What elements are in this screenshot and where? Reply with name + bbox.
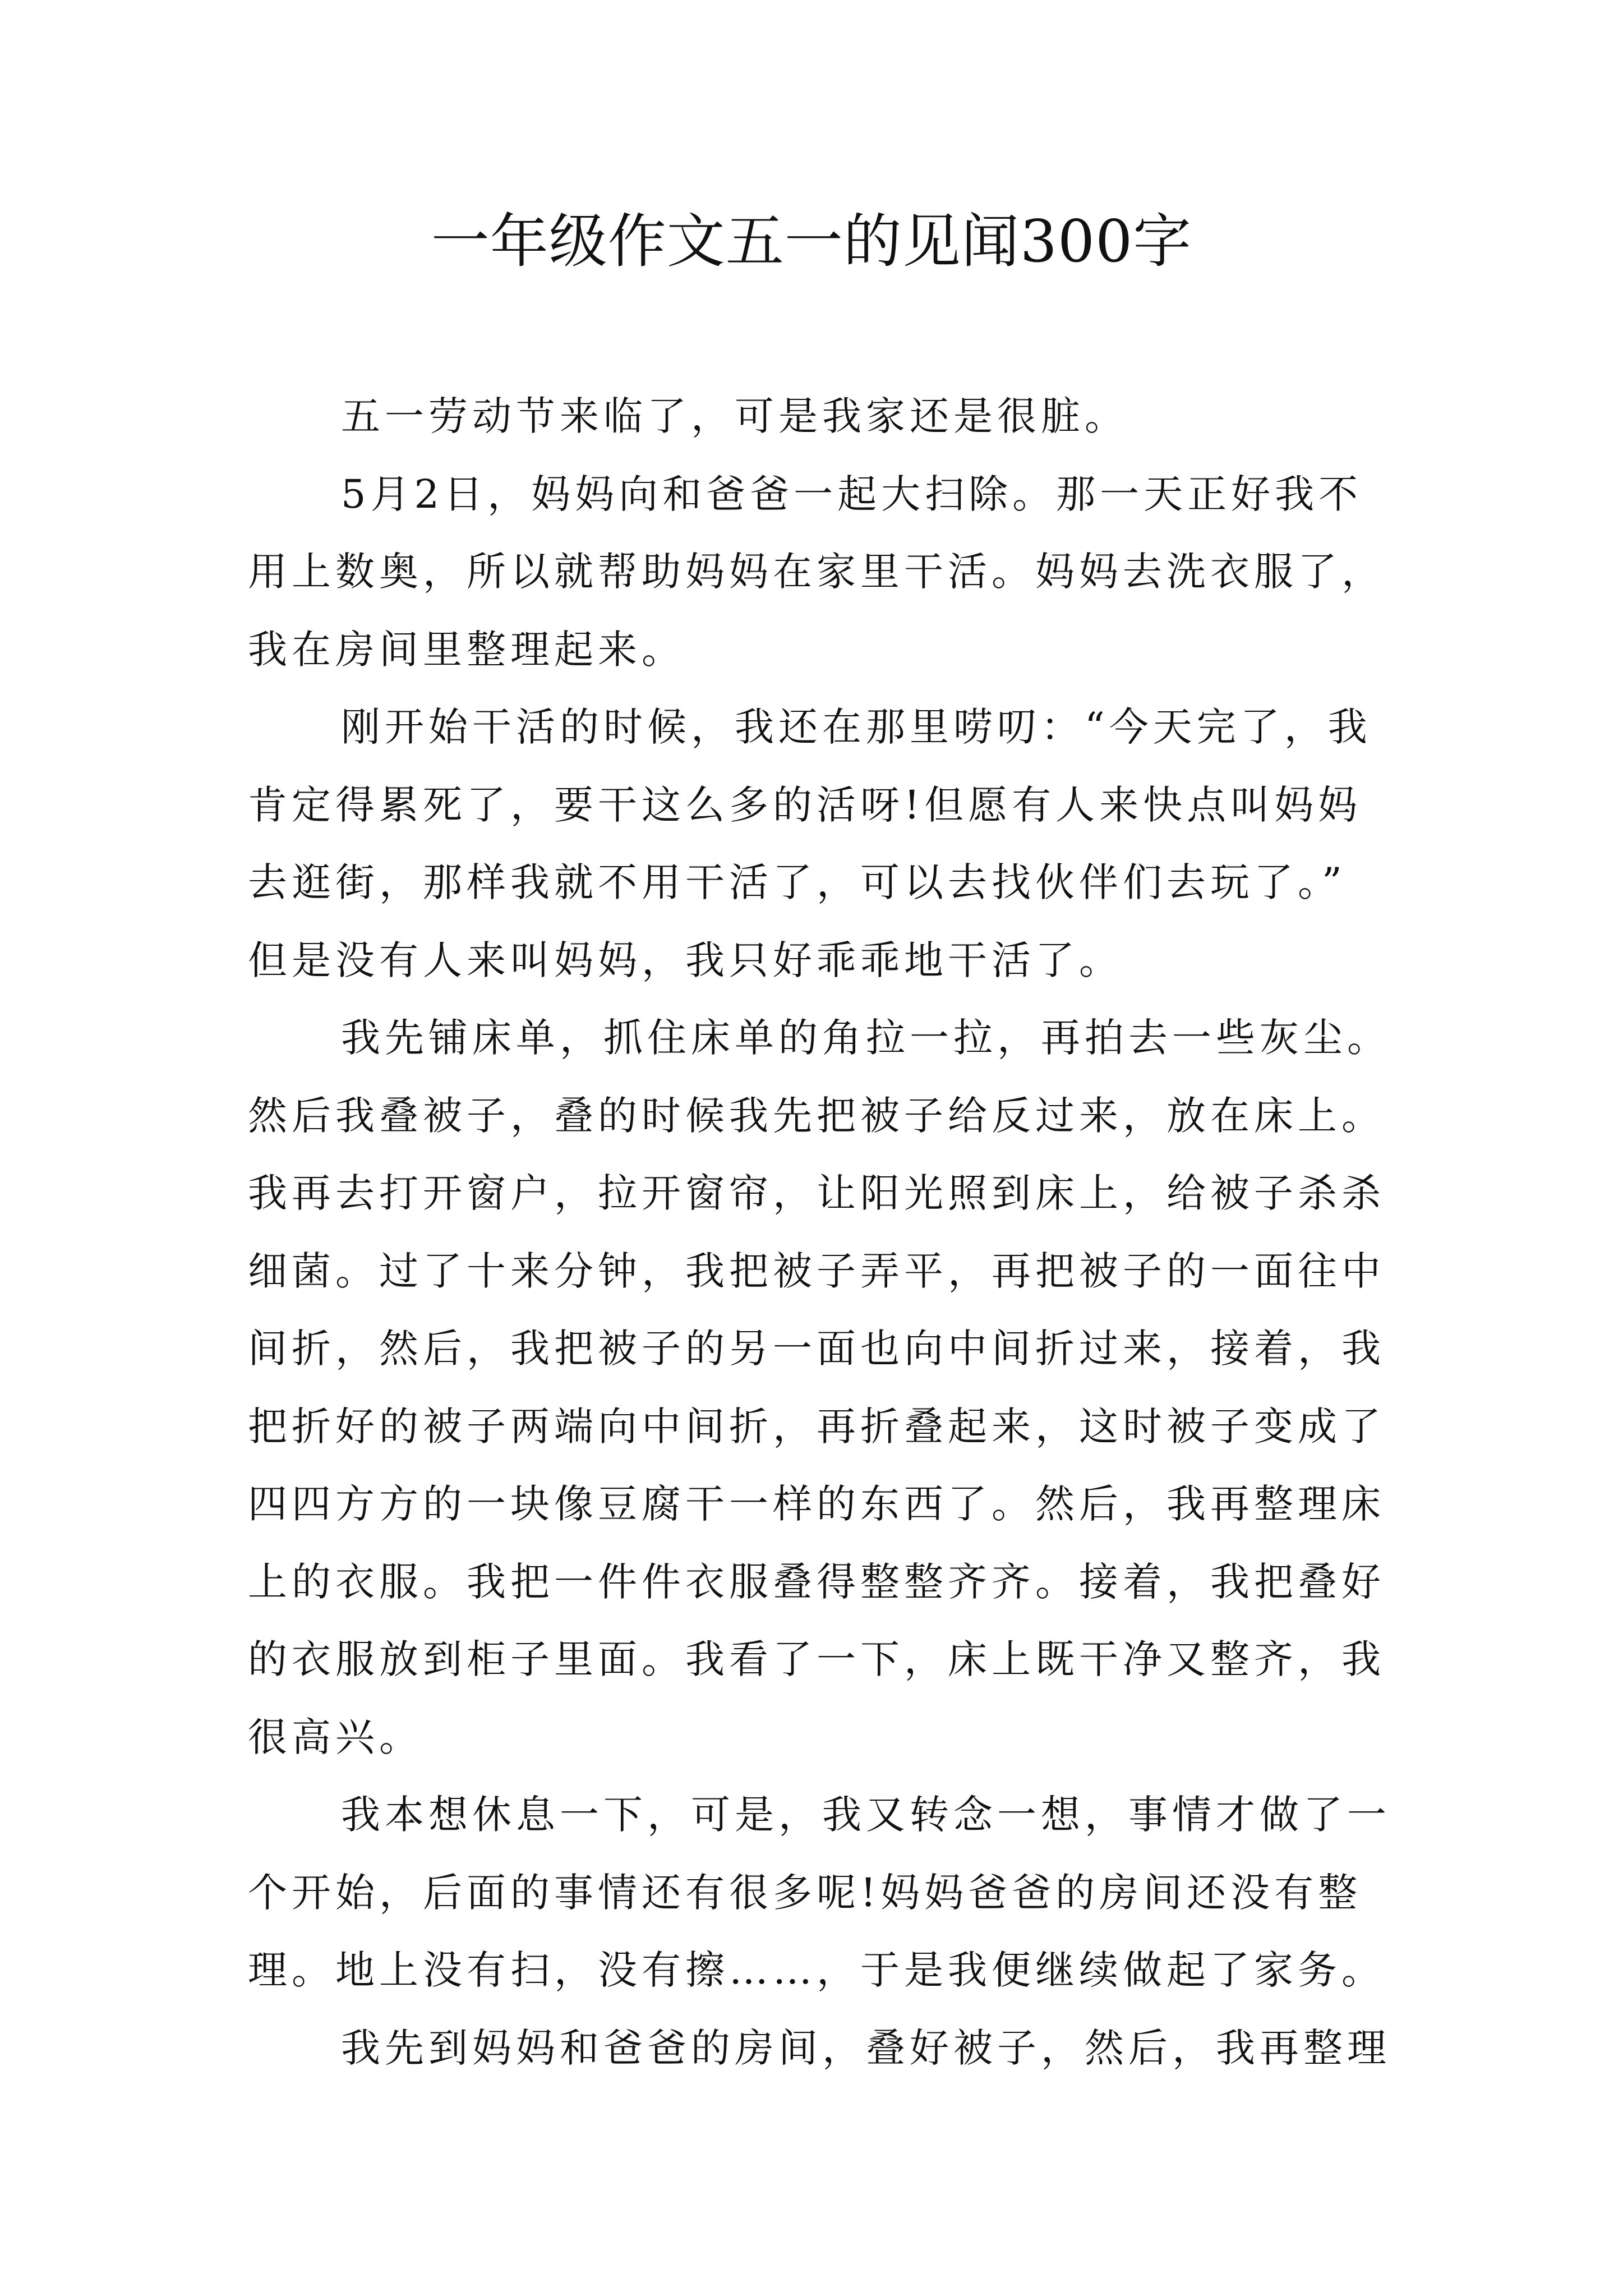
essay-line: 我先到妈妈和爸爸的房间，叠好被子，然后，我再整理 [341, 2024, 1391, 2071]
essay-line: 上的衣服。我把一件件衣服叠得整整齐齐。接着，我把叠好 [248, 1558, 1385, 1605]
essay-line: 我先铺床单，抓住床单的角拉一拉，再拍去一些灰尘。 [341, 1015, 1391, 1061]
essay-body [248, 378, 1392, 2087]
essay-line: 间折，然后，我把被子的另一面也向中间折过来，接着，我 [248, 1326, 1385, 1372]
essay-line: 把折好的被子两端向中间折，再折叠起来，这时被子变成了 [248, 1403, 1385, 1450]
document-title: 一年级作文五一的见闻300字 [431, 207, 1192, 275]
essay-line: 我再去打开窗户，拉开窗帘，让阳光照到床上，给被子杀杀 [248, 1170, 1385, 1216]
essay-line: 个开始，后面的事情还有很多呢!妈妈爸爸的房间还没有整 [248, 1869, 1362, 1916]
essay-line: 刚开始干活的时候，我还在那里唠叨：“今天完了，我 [341, 704, 1372, 750]
essay-line: 的衣服放到柜子里面。我看了一下，床上既干净又整齐，我 [248, 1636, 1385, 1682]
essay-line: 细菌。过了十来分钟，我把被子弄平，再把被子的一面往中 [248, 1248, 1385, 1294]
essay-line: 去逛街，那样我就不用干活了，可以去找伙伴们去玩了。” [248, 859, 1347, 905]
essay-line: 五一劳动节来临了，可是我家还是很脏。 [341, 393, 1128, 439]
essay-line: 我本想休息一下，可是，我又转念一想，事情才做了一 [341, 1792, 1391, 1838]
essay-line: 用上数奥，所以就帮助妈妈在家里干活。妈妈去洗衣服了， [248, 549, 1385, 595]
essay-line: 我在房间里整理起来。 [248, 626, 685, 673]
essay-line: 5月2日，妈妈向和爸爸一起大扫除。那一天正好我不 [341, 471, 1363, 517]
essay-line: 但是没有人来叫妈妈，我只好乖乖地干活了。 [248, 937, 1123, 983]
essay-line: 肯定得累死了，要干这么多的活呀!但愿有人来快点叫妈妈 [248, 781, 1362, 828]
essay-line: 理。地上没有扫，没有擦……，于是我便继续做起了家务。 [248, 1947, 1385, 1993]
essay-line: 很高兴。 [248, 1714, 423, 1760]
essay-line: 四四方方的一块像豆腐干一样的东西了。然后，我再整理床 [248, 1481, 1385, 1527]
essay-line: 然后我叠被子，叠的时候我先把被子给反过来，放在床上。 [248, 1092, 1385, 1139]
